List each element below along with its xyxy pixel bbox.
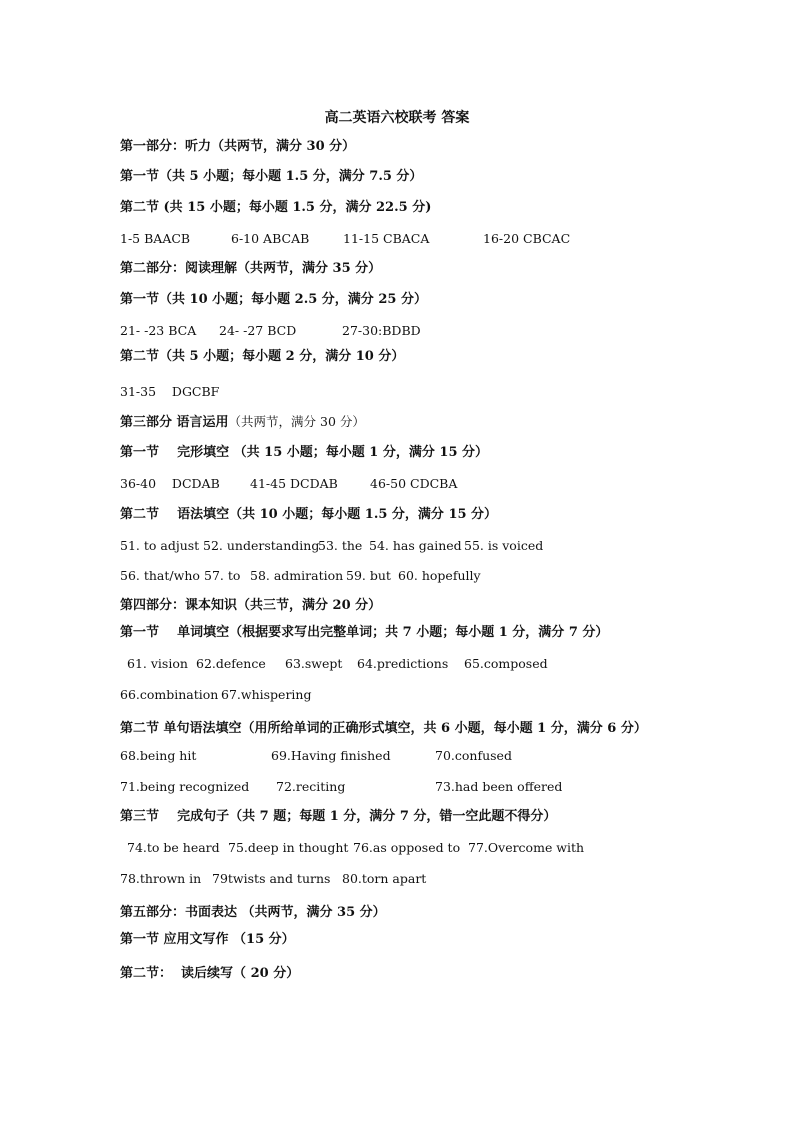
answer-group: 6-10 ABCAB [231,231,310,246]
part5-heading: 第五部分：书面表达 （共两节，满分 35 分） [120,905,386,920]
answer-item: 64.predictions [357,656,449,671]
answer-item: 57. to [204,568,241,583]
part3-heading [120,414,365,431]
part5-section2: 第二节： 读后续写（ 20 分） [120,966,300,981]
answer-item: 69.Having finished [271,748,391,763]
answer-item: 77.Overcome with [468,840,585,855]
part1-section1: 第一节（共 5 小题；每小题 1.5 分，满分 7.5 分） [120,169,423,184]
answer-group: 16-20 CBCAC [483,231,571,246]
part2-section2-answers: 31-35 DGCBF [120,384,220,399]
part5-section1: 第一节 应用文写作 （15 分） [120,932,295,947]
part3-heading-bold: 第三部分 语言运用 [120,415,229,430]
answer-item: 78.thrown in [120,871,202,886]
answer-group: 41-45 DCDAB [250,476,338,491]
answer-item: 70.confused [435,748,512,763]
answer-item: 66.combination [120,687,219,702]
answer-item: 72.reciting [276,779,346,794]
answer-item: 60. hopefully [398,568,481,583]
answer-item: 58. admiration [250,568,344,583]
answer-group: 36-40 DCDAB [120,476,220,491]
answer-item: 63.swept [285,656,343,671]
answer-item: 59. but [346,568,391,583]
answer-group: 11-15 CBACA [343,231,430,246]
answer-group: 24- -27 BCD [219,323,297,338]
answer-item: 67.whispering [221,687,312,702]
answer-item: 79twists and turns [212,871,331,886]
part4-section1: 第一节 单词填空（根据要求写出完整单词；共 7 小题；每小题 1 分，满分 7 分） [120,625,609,640]
answer-item: 55. is voiced [464,538,544,553]
part2-section1: 第一节（共 10 小题；每小题 2.5 分，满分 25 分） [120,292,427,307]
part1-section2: 第二节 (共 15 小题；每小题 1.5 分，满分 22.5 分) [120,200,432,215]
answer-group: 1-5 BAACB [120,231,191,246]
answer-item: 74.to be heard [127,840,220,855]
part2-section2: 第二节（共 5 小题；每小题 2 分，满分 10 分） [120,349,405,364]
part3-heading-rest: （共两节，满分 30 分） [228,414,365,429]
answer-item: 52. understanding [203,538,320,553]
answer-item: 80.torn apart [342,871,427,886]
answer-item: 65.composed [464,656,548,671]
part4-heading: 第四部分：课本知识（共三节，满分 20 分） [120,598,382,613]
answer-item: 53. the [318,538,363,553]
answer-group: 27-30:BDBD [342,323,421,338]
answer-group: 21- -23 BCA [120,323,197,338]
part1-heading: 第一部分：听力（共两节，满分 30 分） [120,139,356,154]
part3-section2: 第二节 语法填空（共 10 小题；每小题 1.5 分，满分 15 分） [120,507,498,522]
answer-item: 75.deep in thought [228,840,349,855]
part3-section1: 第一节 完形填空 （共 15 小题；每小题 1 分，满分 15 分） [120,445,489,460]
part4-section3: 第三节 完成句子（共 7 题；每题 1 分，满分 7 分，错一空此题不得分） [120,809,557,824]
answer-item: 73.had been offered [435,779,563,794]
answer-item: 76.as opposed to [353,840,461,855]
answer-group: 46-50 CDCBA [370,476,458,491]
page-title: 高二英语六校联考 答案 [324,110,470,126]
part4-section2: 第二节 单句语法填空（用所给单词的正确形式填空，共 6 小题，每小题 1 分，满分 6 分） [120,721,647,736]
answer-item: 71.being recognized [120,779,250,794]
answer-item: 54. has gained [369,538,462,553]
answer-item: 61. vision [127,656,188,671]
answer-item: 51. to adjust [120,538,200,553]
answer-item: 62.defence [196,656,266,671]
answer-item: 68.being hit [120,748,197,763]
answer-item: 56. that/who [120,568,200,583]
part2-heading: 第二部分：阅读理解（共两节，满分 35 分） [120,261,382,276]
